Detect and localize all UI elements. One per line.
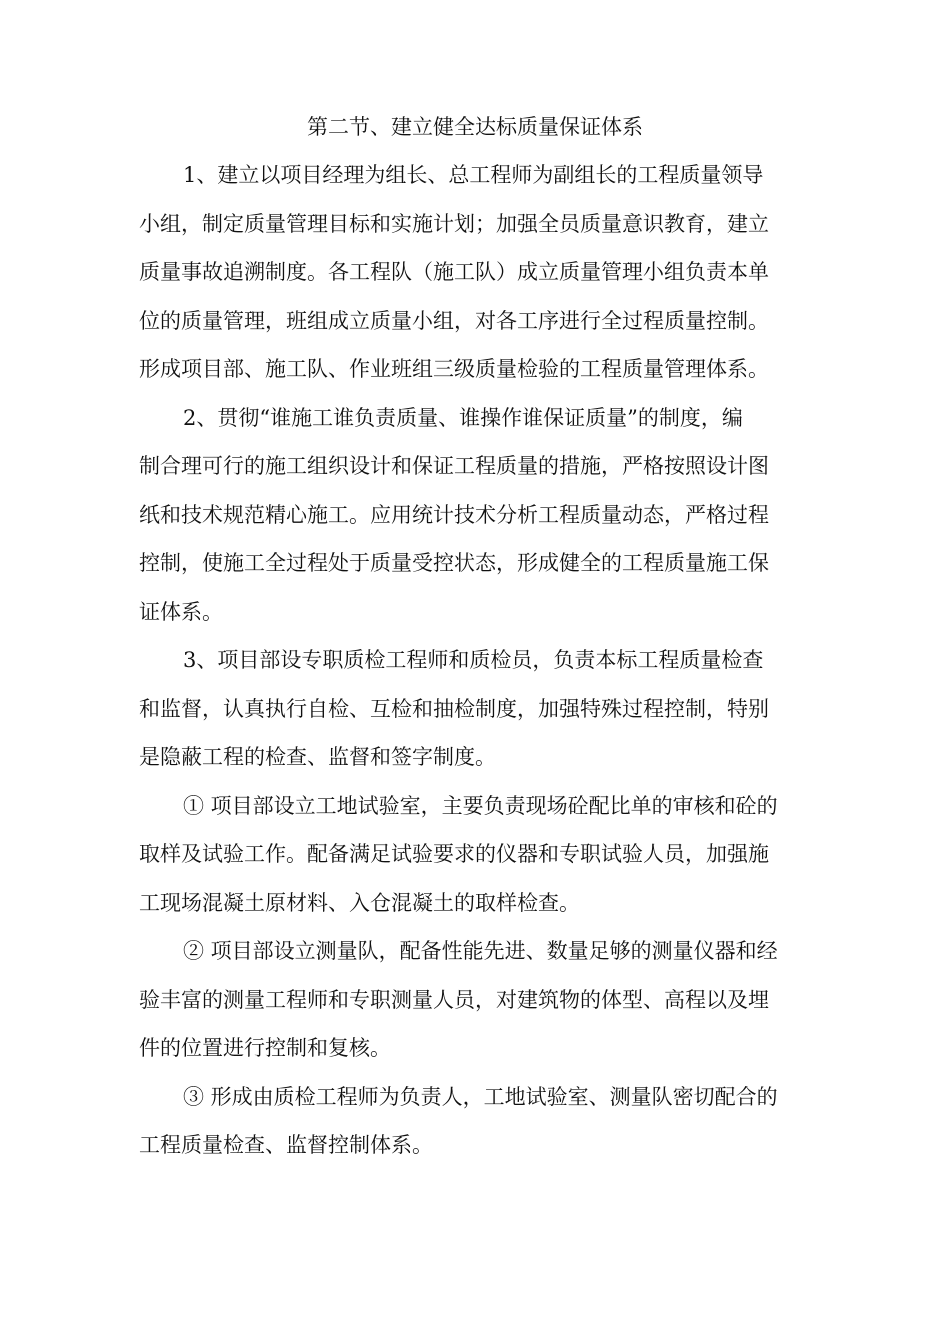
paragraph-line: 和监督，认真执行自检、互检和抽检制度，加强特殊过程控制，特别 [139, 696, 769, 721]
paragraph-line: 纸和技术规范精心施工。应用统计技术分析工程质量动态，严格过程 [139, 502, 769, 527]
paragraph-line: 小组，制定质量管理目标和实施计划；加强全员质量意识教育，建立 [139, 211, 769, 236]
paragraph-3 [139, 636, 819, 782]
paragraph-line: 工程质量检查、监督控制体系。 [139, 1133, 433, 1157]
document-body [139, 151, 819, 1170]
paragraph-1 [139, 151, 819, 394]
paragraph-line: 2、贯彻“谁施工谁负责质量、谁操作谁保证质量”的制度，编 [183, 405, 743, 430]
paragraph-line: 3、项目部设专职质检工程师和质检员，负责本标工程质量检查 [183, 648, 764, 672]
paragraph-6 [139, 1073, 819, 1170]
paragraph-line: 工现场混凝土原材料、入仓混凝土的取样检查。 [139, 890, 580, 915]
paragraph-line: ① 项目部设立工地试验室，主要负责现场砼配比单的审核和砼的 [183, 793, 778, 818]
paragraph-line: 件的位置进行控制和复核。 [139, 1036, 391, 1060]
paragraph-line: 证体系。 [139, 599, 223, 624]
section-title: 第二节、建立健全达标质量保证体系 [307, 115, 643, 139]
paragraph-line: 质量事故追溯制度。各工程队（施工队）成立质量管理小组负责本单 [139, 260, 769, 284]
paragraph-line: ③ 形成由质检工程师为负责人，工地试验室、测量队密切配合的 [183, 1084, 778, 1109]
paragraph-line: 形成项目部、施工队、作业班组三级质量检验的工程质量管理体系。 [139, 357, 769, 381]
paragraph-line: 制合理可行的施工组织设计和保证工程质量的措施，严格按照设计图 [139, 454, 769, 478]
paragraph-line: 取样及试验工作。配备满足试验要求的仪器和专职试验人员，加强施 [139, 842, 769, 866]
paragraph-line: 1、建立以项目经理为组长、总工程师为副组长的工程质量领导 [183, 163, 764, 187]
paragraph-line: 验丰富的测量工程师和专职测量人员，对建筑物的体型、高程以及埋 [139, 987, 769, 1012]
paragraph-line: 控制，使施工全过程处于质量受控状态，形成健全的工程质量施工保 [139, 551, 769, 575]
paragraph-line: 位的质量管理，班组成立质量小组，对各工序进行全过程质量控制。 [139, 308, 769, 333]
paragraph-4 [139, 782, 819, 928]
paragraph-line: ② 项目部设立测量队，配备性能先进、数量足够的测量仪器和经 [183, 939, 778, 963]
paragraph-5 [139, 927, 819, 1073]
paragraph-2 [139, 394, 819, 637]
paragraph-line: 是隐蔽工程的检查、监督和签字制度。 [139, 745, 496, 769]
